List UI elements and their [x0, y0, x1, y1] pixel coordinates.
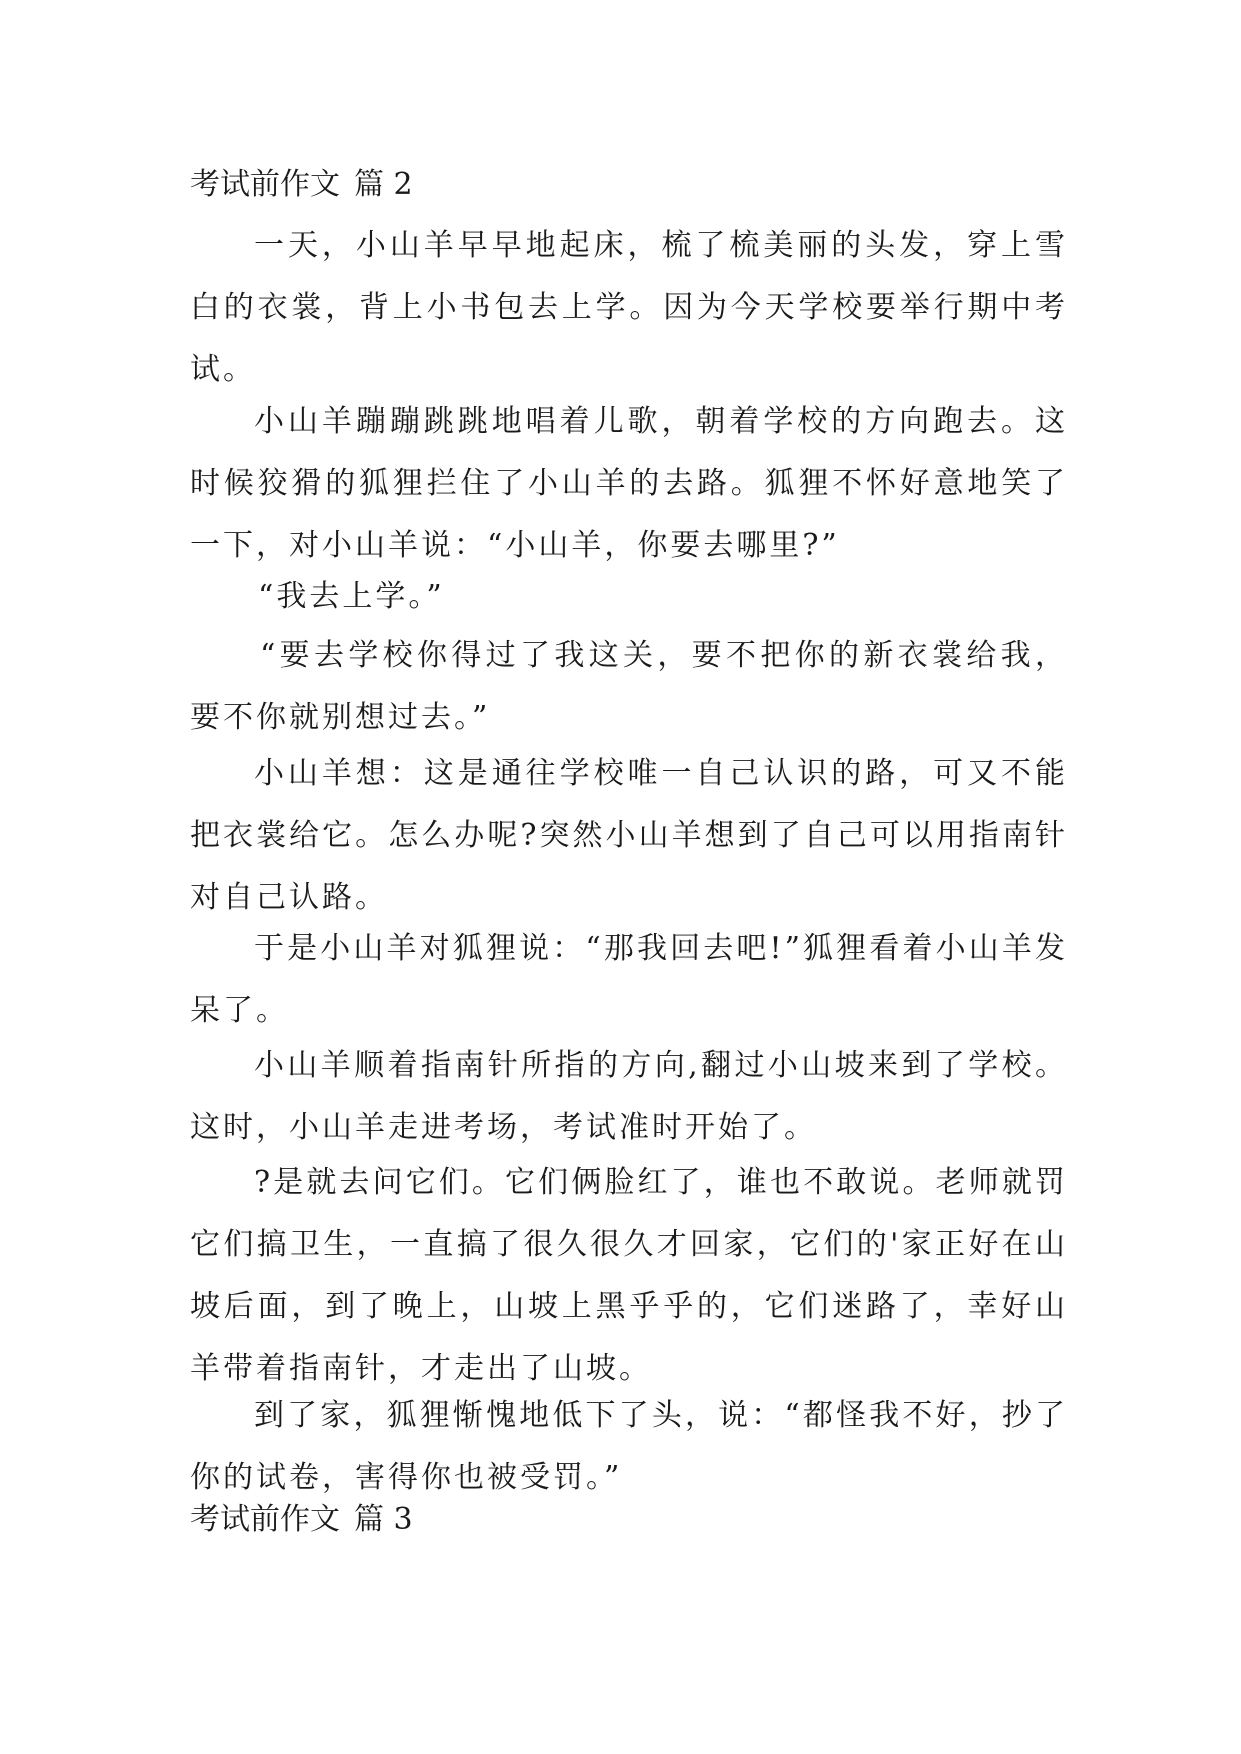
section-3-title: 考试前作文 [190, 1502, 340, 1537]
section-3-heading [190, 1498, 413, 1542]
paragraph-5: 小山羊想：这是通往学校唯一自己认识的路，可又不能把衣裳给它。怎么办呢?突然小山羊想到了自己可以用指南针对自己认路。 [190, 756, 1068, 915]
paragraph-8: ?是就去问它们。它们俩脸红了，谁也不敢说。老师就罚它们搞卫生，一直搞了很久很久才回家，它们的'家正好在山坡后面，到了晚上，山坡上黑乎乎的，它们迷路了，幸好山羊带着指南针，才走出了山坡。 [190, 1165, 1068, 1386]
paragraph-7: 小山羊顺着指南针所指的方向,翻过小山坡来到了学校。这时，小山羊走进考场，考试准时开始了。 [190, 1048, 1068, 1145]
paragraph-4: “要去学校你得过了我这关，要不把你的新衣裳给我，要不你就别想过去。” [190, 638, 1068, 735]
section-2-heading [190, 163, 413, 207]
paragraph-2: 小山羊蹦蹦跳跳地唱着儿歌，朝着学校的方向跑去。这时候狡猾的狐狸拦住了小山羊的去路。狐狸不怀好意地笑了一下，对小山羊说：“小山羊，你要去哪里?” [190, 404, 1068, 563]
section-2-label: 篇 2 [354, 167, 413, 202]
section-2-title: 考试前作文 [190, 167, 340, 202]
paragraph-1: 一天，小山羊早早地起床，梳了梳美丽的头发，穿上雪白的衣裳，背上小书包去上学。因为今天学校要举行期中考试。 [190, 228, 1068, 387]
paragraph-9: 到了家，狐狸惭愧地低下了头，说：“都怪我不好，抄了你的试卷，害得你也被受罚。” [190, 1398, 1068, 1495]
section-3-label: 篇 3 [354, 1502, 413, 1537]
paragraph-3: “我去上学。” [258, 579, 445, 614]
paragraph-6: 于是小山羊对狐狸说：“那我回去吧!”狐狸看着小山羊发呆了。 [190, 931, 1068, 1028]
